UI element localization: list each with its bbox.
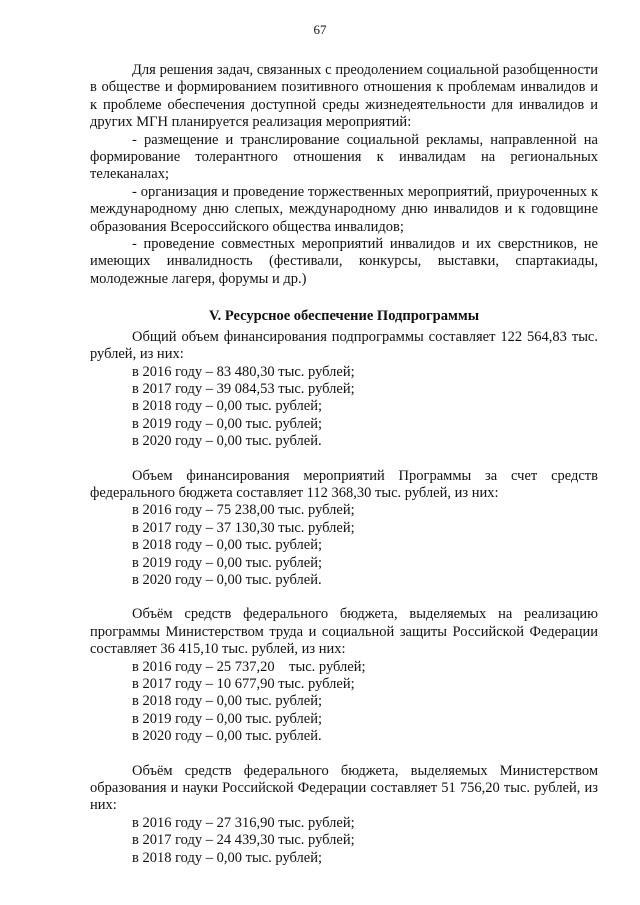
year-item: в 2017 году – 24 439,30 тыс. рублей; [132,832,355,849]
labor-ministry-years [90,659,598,746]
section-heading: V. Ресурсное обеспечение Подпрограммы [208,308,480,325]
year-item: в 2019 году – 0,00 тыс. рублей; [132,710,323,727]
spacer [90,746,598,763]
spacer [90,451,598,468]
intro-bullet: - проведение совместных мероприятий инвалидов и их сверстников, не имеющих инвалидность (фестивали, конкурсы, выставки, спартакиады, молодежные лагеря, форумы и др.) [90,236,598,287]
page-number: 67 [313,22,327,37]
year-item: в 2016 году – 83 480,30 тыс. рублей; [132,363,355,380]
intro-bullet: - организация и проведение торжественных мероприятий, приуроченных к международному дню слепых, международному дню инвалидов и к годовщине образования Всероссийского общества инвалидов; [90,183,598,235]
education-ministry-paragraph: Объём средств федерального бюджета, выделяемых Министерством образования и науки Российской Федерации составляет 51 756,20 тыс. рублей, из них: [90,762,598,814]
year-item: в 2018 году – 0,00 тыс. рублей; [132,537,323,554]
intro-paragraph: Для решения задач, связанных с преодолением социальной разобщенности в обществе и формированием позитивного отношения к проблемам инвалидов и к проблеме обеспечения доступной среды жизнедеятельности для инвалидов и других МГН планируется реализация мероприятий: [90,62,598,131]
total-funding-years [90,364,598,451]
year-item: в 2017 году – 39 084,53 тыс. рублей; [132,380,355,397]
federal-funding-paragraph: Объем финансирования мероприятий Программы за счет средств федерального бюджета составляет 112 368,30 тыс. рублей, из них: [90,467,598,501]
education-ministry-years [90,815,598,867]
year-item: в 2018 году – 0,00 тыс. рублей; [132,849,323,866]
year-item: в 2017 году – 37 130,30 тыс. рублей; [132,519,355,536]
year-item: в 2016 году – 75 238,00 тыс. рублей; [132,502,355,519]
spacer [90,589,598,606]
year-item: в 2016 году – 25 737,20 тыс. рублей; [132,658,366,675]
year-item: в 2019 году – 0,00 тыс. рублей; [132,554,323,571]
year-item: в 2018 году – 0,00 тыс. рублей; [132,398,323,415]
year-item: в 2018 году – 0,00 тыс. рублей; [132,693,323,710]
labor-ministry-paragraph: Объём средств федерального бюджета, выделяемых на реализацию программы Министерством труда и социальной защиты Российской Федерации составляет 36 415,10 тыс. рублей, из них: [90,606,598,658]
year-item: в 2019 году – 0,00 тыс. рублей; [132,415,323,432]
year-item: в 2020 году – 0,00 тыс. рублей. [132,571,322,588]
document-body [90,62,598,867]
year-item: в 2020 году – 0,00 тыс. рублей. [132,433,322,450]
total-funding-paragraph: Общий объем финансирования подпрограммы составляет 122 564,83 тыс. рублей, из них: [90,328,598,363]
year-item: в 2016 году – 27 316,90 тыс. рублей; [132,814,355,831]
year-item: в 2020 году – 0,00 тыс. рублей. [132,728,322,745]
federal-funding-years [90,502,598,589]
year-item: в 2017 году – 10 677,90 тыс. рублей; [132,676,355,692]
intro-bullet: - размещение и транслирование социальной рекламы, направленной на формирование толерантного отношения к инвалидам на региональных телеканалах; [90,131,598,183]
